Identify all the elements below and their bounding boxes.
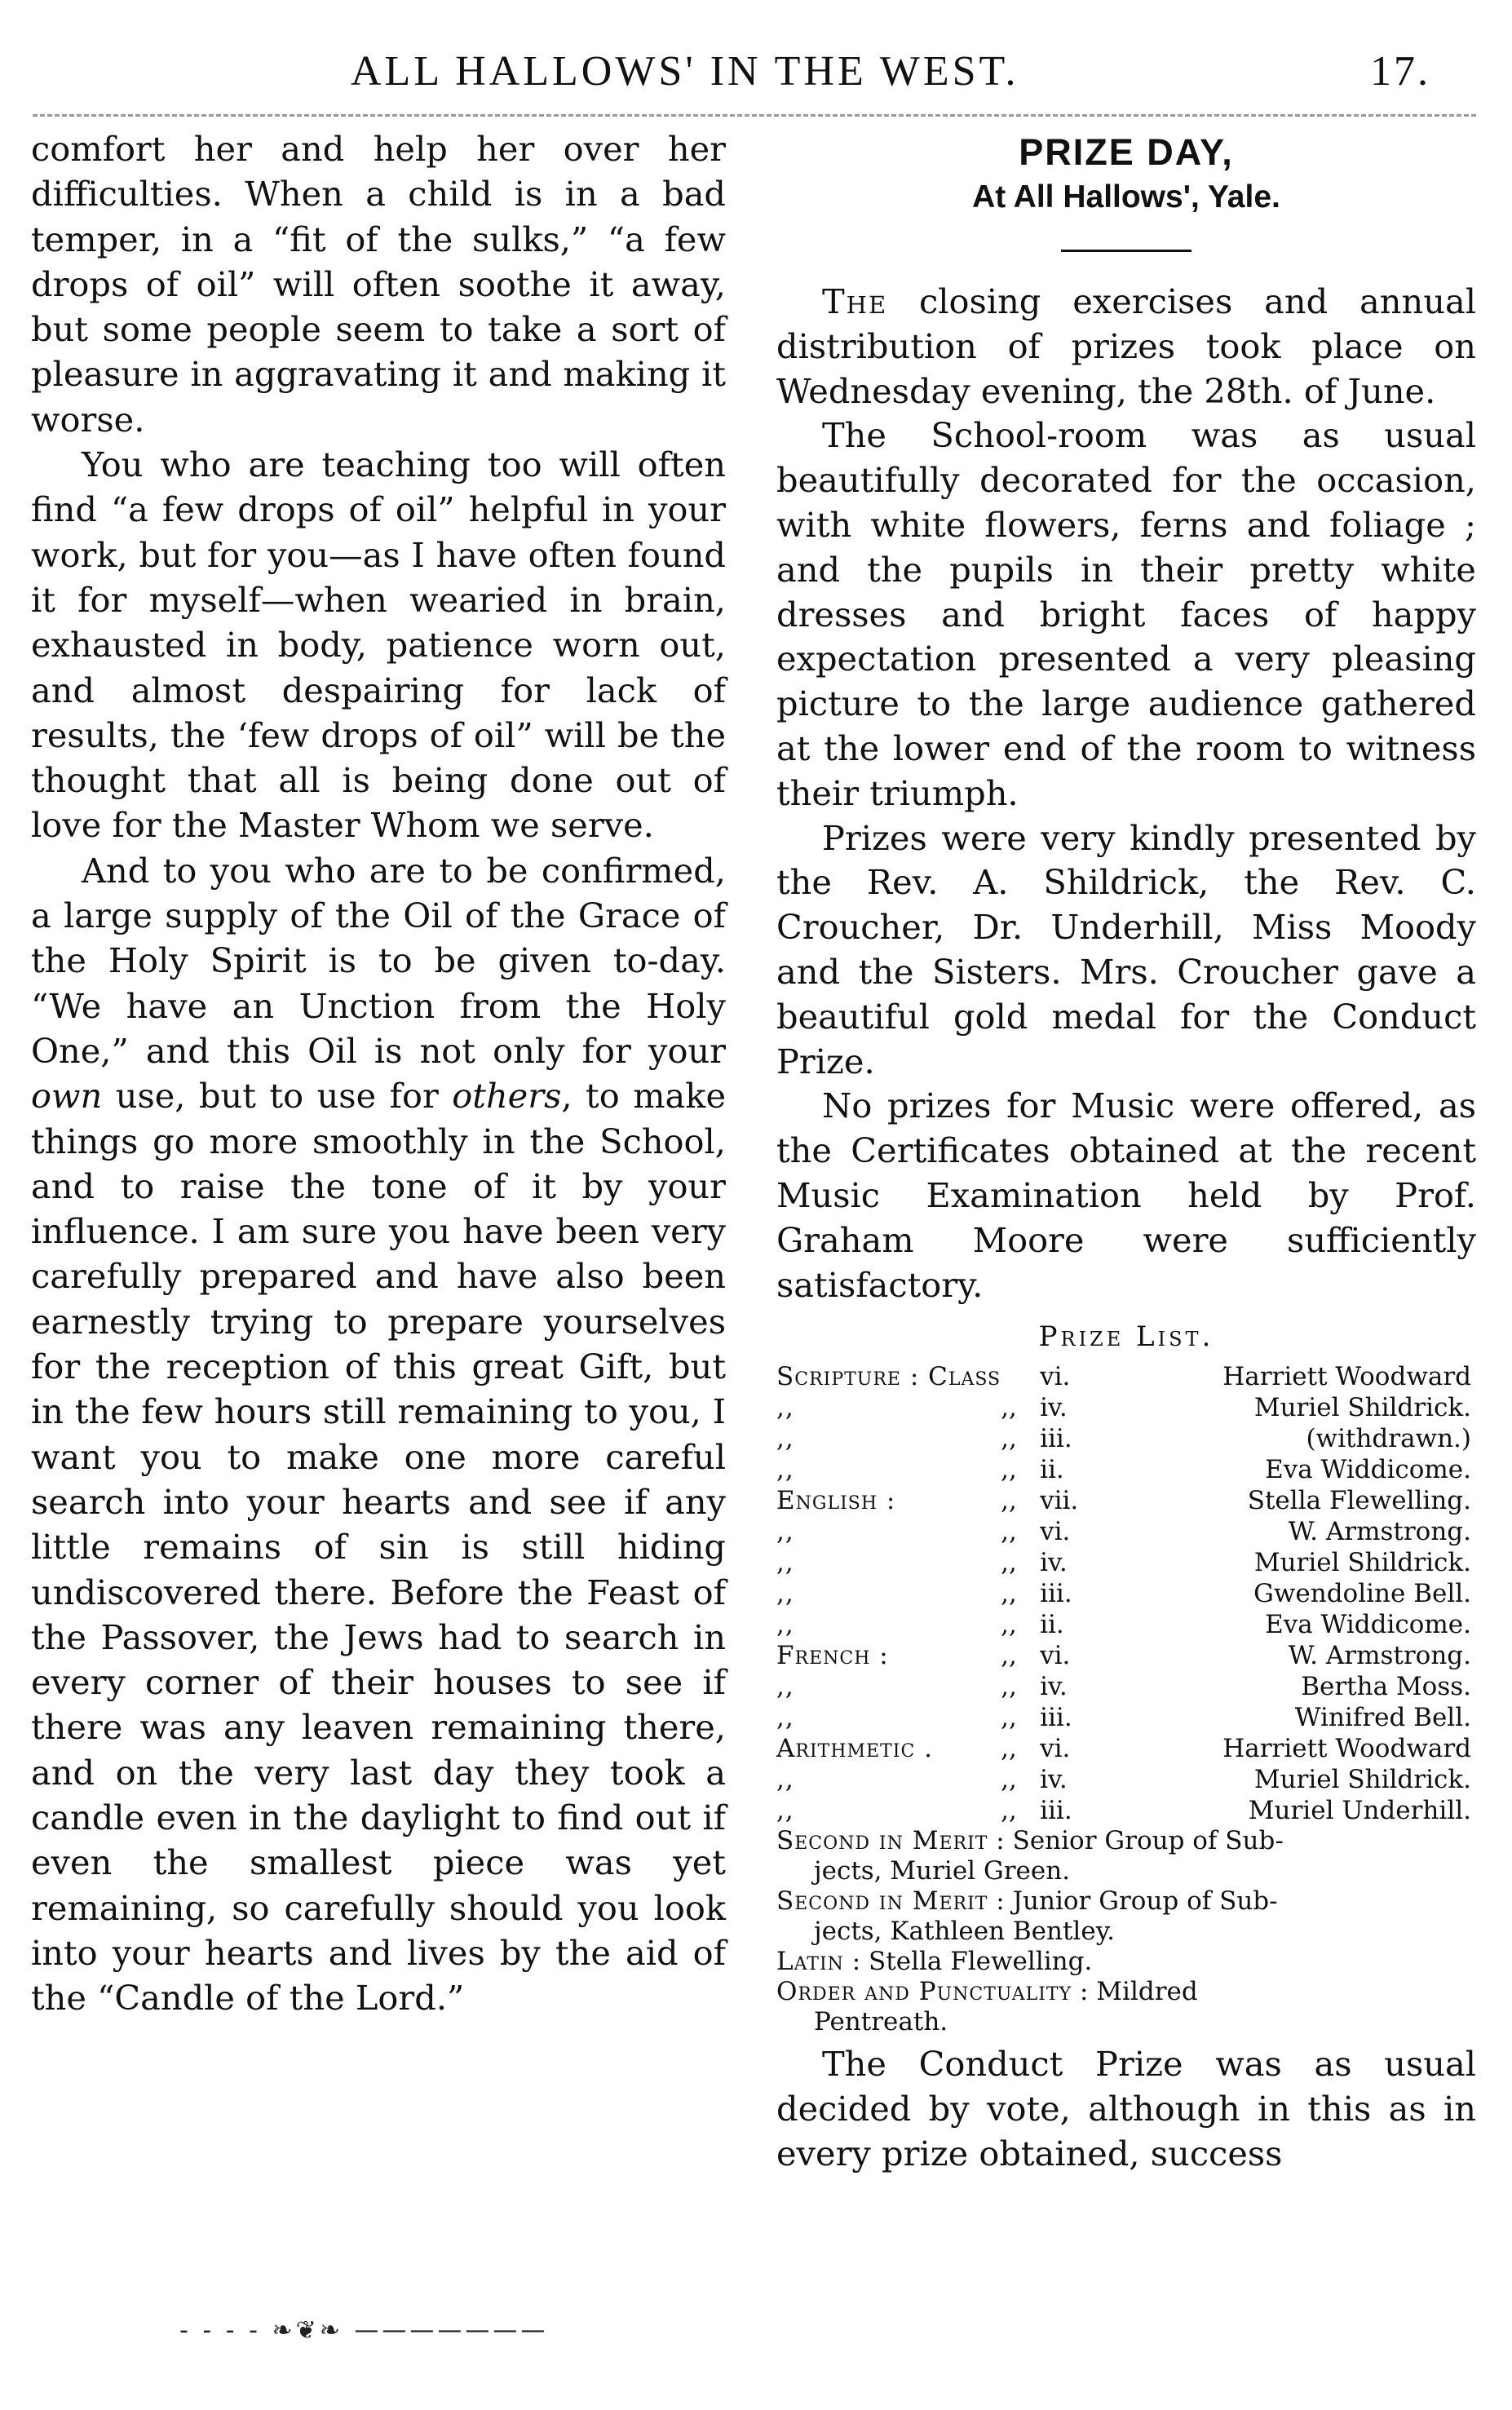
prize-list-table [776,1361,1471,1826]
prize-row [776,1795,1471,1826]
left-paragraph-2: You who are teaching too will often find “a few drops of oil” helpful in your work, but for you—as I have often found it for myself—when wearied in brain, exhausted in body, patience worn out, and almost despairing for lack of results, the ‘few drops of oil” will be the thought that all is being done out of love for the Master Whom we serve. [31,444,726,846]
italic-own: own [31,1076,103,1117]
prize-class-mark [1001,1361,1040,1392]
lead-word: The [822,281,888,321]
prize-winner: Eva Widdicome. [1265,1455,1471,1485]
prize-row [776,1733,1471,1764]
prize-row [776,1609,1471,1640]
prize-row [776,1361,1471,1392]
prize-list-rows [776,1361,1471,1826]
prize-class-mark: ,, [1001,1672,1017,1702]
prize-class-number: iv. [1040,1548,1068,1578]
prize-class-mark: ,, [1001,1424,1017,1454]
prize-row [776,1764,1471,1795]
prize-class-number: iv. [1040,1672,1068,1702]
prize-row [776,1485,1471,1516]
prize-subject: ,, [776,1424,794,1454]
prize-class-number: ii. [1040,1455,1064,1485]
merit-senior-text: : Senior Group of Sub- [988,1826,1284,1856]
prize-row [776,1392,1471,1423]
left-paragraph-3 [31,848,726,2021]
prize-class-mark: ,, [1001,1765,1017,1795]
order-punctuality-prize [776,1977,1476,2037]
prize-winner: Stella Flewelling. [1247,1486,1471,1516]
prize-subject: French : [776,1641,889,1671]
prize-class-mark: ,, [1001,1579,1017,1609]
left-paragraph-3-part-b: use, but to use for [102,1076,453,1117]
left-column [31,126,726,2020]
prize-subject: ,, [776,1579,794,1609]
left-paragraph-1: comfort her and help her over her difficulties. When a child is in a bad temper, in a “fit of the sulks,” “a few drops of oil” will often soothe it away, but some people seem to take a sort of pleasure in aggravating it and making it worse. [31,129,726,440]
merit-senior [776,1826,1476,1886]
prize-row [776,1578,1471,1609]
running-title: ALL HALLOWS' IN THE WEST. [351,48,1019,95]
merit-senior-continuation: jects, Muriel Green. [814,1856,1071,1886]
prize-class-number: ii. [1040,1610,1064,1640]
order-label: Order and Punctuality [776,1977,1072,2007]
prize-subject: ,, [776,1703,794,1733]
prize-subject: ,, [776,1548,794,1578]
page-number: 17. [1370,48,1430,95]
prize-subject: ,, [776,1796,794,1826]
merit-junior-continuation: jects, Kathleen Bentley. [814,1917,1115,1947]
prize-winner: W. Armstrong. [1288,1517,1471,1547]
prize-class-number: iii. [1040,1796,1072,1826]
prize-winner: Muriel Shildrick. [1253,1393,1471,1423]
prize-row [776,1640,1471,1671]
running-head [0,47,1512,96]
right-paragraph-2: The School-room was as usual beautifully decorated for the occasion, with white flowers, ferns and foliage ; and the pupils in their pretty white dresses and bright faces of happy expectation presented a very pleasing picture to the large audience gathered at the lower end of the room to witness their triumph. [776,415,1476,813]
prize-row [776,1547,1471,1578]
prize-class-mark: ,, [1001,1703,1017,1733]
prize-winner: Gwendoline Bell. [1253,1579,1471,1609]
prize-class-number: iii. [1040,1703,1072,1733]
prize-subject: ,, [776,1455,794,1485]
right-paragraph-3: Prizes were very kindly presented by the Rev. A. Shildrick, the Rev. C. Croucher, Dr. Underhill, Miss Moody and the Sisters. Mrs. Croucher gave a beautiful gold medal for the Conduct Prize. [776,817,1476,1081]
prize-class-number: vi. [1040,1517,1071,1547]
prize-row [776,1671,1471,1702]
latin-label: Latin [776,1947,844,1977]
prize-class-number: iv. [1040,1765,1068,1795]
prize-class-number: iv. [1040,1393,1068,1423]
prize-row [776,1516,1471,1547]
prize-class-mark: ,, [1001,1610,1017,1640]
prize-class-mark: ,, [1001,1486,1017,1516]
prize-row [776,1454,1471,1485]
prize-class-number: iii. [1040,1579,1072,1609]
prize-class-mark: ,, [1001,1734,1017,1764]
right-paragraph-4: No prizes for Music were offered, as the Certificates obtained at the recent Music Examination held by Prof. Graham Moore were sufficiently satisfactory. [776,1086,1476,1305]
prize-subject: ,, [776,1765,794,1795]
right-column [776,129,1476,2177]
prize-winner: Winifred Bell. [1294,1703,1471,1733]
prize-subject: ,, [776,1672,794,1702]
prize-subject: ,, [776,1610,794,1640]
prize-class-number: vi. [1040,1362,1071,1392]
prize-subject: ,, [776,1393,794,1423]
prize-subject: Scripture : Class [776,1362,1001,1392]
article-title: PRIZE DAY, [1019,131,1234,173]
prize-winner: Harriett Woodward [1222,1362,1471,1392]
title-rule [1061,250,1191,252]
left-paragraph-3-part-a: And to you who are to be confirmed, a large supply of the Oil of the Grace of the Holy Spirit is to be given to-day. “We have an Unction from the Holy One,” and this Oil is not only for your [31,850,726,1071]
article-body [776,280,1476,1307]
prize-row [776,1423,1471,1454]
prize-winner: Eva Widdicome. [1265,1610,1471,1640]
prize-subject: Arithmetic . [776,1734,933,1764]
prize-winner: Muriel Shildrick. [1253,1548,1471,1578]
merit-junior-label: Second in Merit [776,1886,988,1917]
prize-class-mark: ,, [1001,1455,1017,1485]
section-end-ornament: - - - - ❧❦❧ ——————— [179,2316,549,2345]
order-continuation: Pentreath. [814,2007,948,2037]
italic-others: others [452,1076,562,1117]
prize-class-mark: ,, [1001,1517,1017,1547]
prize-winner: Bertha Moss. [1301,1672,1471,1702]
merit-junior-text: : Junior Group of Sub- [988,1886,1278,1917]
prize-class-mark: ,, [1001,1796,1017,1826]
prize-winner: Muriel Shildrick. [1253,1765,1471,1795]
prize-winner: W. Armstrong. [1288,1641,1471,1671]
prize-subject: ,, [776,1517,794,1547]
prize-class-mark: ,, [1001,1641,1017,1671]
prize-winner: Harriett Woodward [1222,1734,1471,1764]
prize-winner: (withdrawn.) [1306,1424,1471,1454]
prize-class-number: vi. [1040,1734,1071,1764]
prize-class-number: vii. [1040,1486,1079,1516]
prize-class-number: vi. [1040,1641,1071,1671]
left-paragraph-3-part-c: , to make things go more smoothly in the School, and to raise the tone of it by your influence. I am sure you have been very carefully prepared and have also been earnestly trying to prepare yourselves for the reception of this great Gift, but in the few hours still remaining to you, I want you to make one more careful search into your hearts and see if any little remains of sin is still hiding undiscovered there. Before the Feast of the Passover, the Jews had to search in every corner of their houses to see if there was any leaven remaining there, and on the very last day they took a candle even in the daylight to find out if even the smallest piece was yet remaining, so carefully should you look into your hearts and lives by the aid of the “Candle of the Lord.” [31,1076,726,2019]
latin-text: : Stella Flewelling. [843,1947,1093,1977]
right-paragraph-1-text: closing exercises and annual distribution of prizes took place on Wednesday evening, the 28th. of June. [776,281,1476,411]
prize-list-heading: Prize List. [1038,1320,1214,1354]
right-paragraph-5: The Conduct Prize was as usual decided by vote, although in this as in every prize obtained, success [776,2044,1476,2173]
closing-text [776,2042,1476,2176]
prize-class-mark: ,, [1001,1393,1017,1423]
article-subtitle: At All Hallows', Yale. [972,179,1280,214]
latin-prize [776,1947,1476,1977]
order-text: : Mildred [1072,1977,1198,2007]
merit-senior-label: Second in Merit [776,1826,988,1856]
prize-row [776,1702,1471,1733]
header-rule [33,114,1476,117]
merit-junior [776,1886,1476,1947]
prize-subject: English : [776,1486,896,1516]
prize-winner: Muriel Underhill. [1248,1796,1471,1826]
right-paragraph-1 [776,280,1476,413]
prize-class-mark: ,, [1001,1548,1017,1578]
prize-class-number: iii. [1040,1424,1072,1454]
